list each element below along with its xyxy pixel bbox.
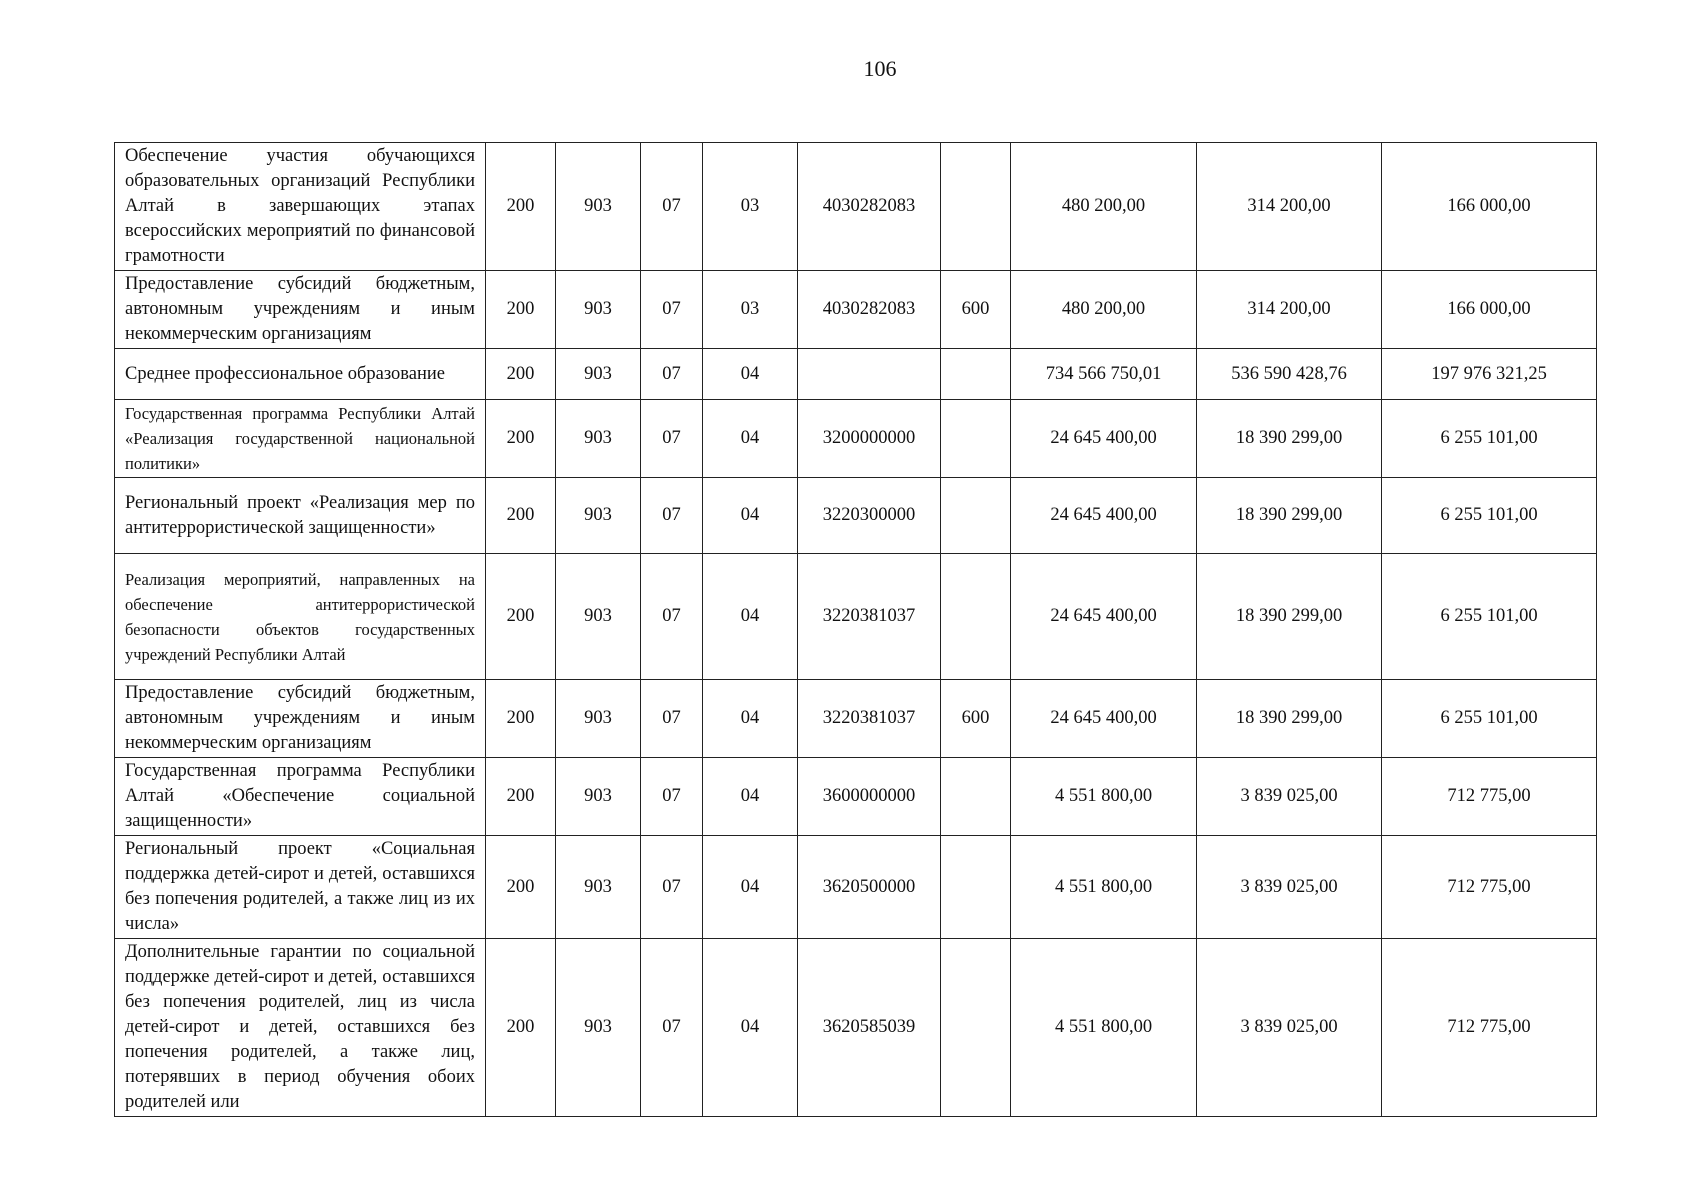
cell-amount-2: 6 255 101,00 [1382, 554, 1597, 680]
cell-target: 4030282083 [798, 271, 941, 349]
cell-amount-2: 166 000,00 [1382, 271, 1597, 349]
cell-code: 200 [486, 758, 556, 836]
cell-amount-total: 734 566 750,01 [1011, 349, 1197, 400]
cell-amount-1: 314 200,00 [1197, 271, 1382, 349]
cell-amount-2: 166 000,00 [1382, 143, 1597, 271]
cell-amount-1: 18 390 299,00 [1197, 680, 1382, 758]
cell-amount-total: 24 645 400,00 [1011, 400, 1197, 478]
cell-subsection: 03 [703, 143, 798, 271]
cell-target: 3600000000 [798, 758, 941, 836]
cell-amount-total: 4 551 800,00 [1011, 939, 1197, 1117]
cell-section: 07 [641, 271, 703, 349]
cell-amount-1: 18 390 299,00 [1197, 478, 1382, 554]
cell-expense-type: 600 [941, 680, 1011, 758]
cell-amount-2: 712 775,00 [1382, 939, 1597, 1117]
cell-amount-total: 4 551 800,00 [1011, 758, 1197, 836]
cell-amount-2: 6 255 101,00 [1382, 478, 1597, 554]
table-row [115, 478, 1597, 554]
cell-amount-total: 24 645 400,00 [1011, 478, 1197, 554]
cell-amount-total: 24 645 400,00 [1011, 680, 1197, 758]
cell-expense-type [941, 400, 1011, 478]
cell-subsection: 04 [703, 400, 798, 478]
cell-ministry: 903 [556, 478, 641, 554]
cell-section: 07 [641, 349, 703, 400]
cell-amount-2: 712 775,00 [1382, 836, 1597, 939]
cell-code: 200 [486, 680, 556, 758]
table-row [115, 836, 1597, 939]
cell-expense-type [941, 143, 1011, 271]
cell-amount-1: 3 839 025,00 [1197, 836, 1382, 939]
cell-section: 07 [641, 478, 703, 554]
cell-code: 200 [486, 836, 556, 939]
cell-section: 07 [641, 758, 703, 836]
cell-amount-1: 18 390 299,00 [1197, 400, 1382, 478]
cell-code: 200 [486, 478, 556, 554]
cell-target: 3620585039 [798, 939, 941, 1117]
table-row [115, 400, 1597, 478]
cell-section: 07 [641, 939, 703, 1117]
cell-section: 07 [641, 143, 703, 271]
cell-expense-type: 600 [941, 271, 1011, 349]
cell-subsection: 04 [703, 836, 798, 939]
cell-subsection: 04 [703, 758, 798, 836]
cell-target: 3200000000 [798, 400, 941, 478]
cell-ministry: 903 [556, 143, 641, 271]
cell-ministry: 903 [556, 349, 641, 400]
cell-expense-type [941, 554, 1011, 680]
page-number: 106 [863, 56, 897, 81]
cell-expense-type [941, 939, 1011, 1117]
cell-amount-2: 712 775,00 [1382, 758, 1597, 836]
row-name: Дополнительные гарантии по социальной поддержке детей-сирот и детей, оставшихся без попечения родителей, лиц из числа детей-сирот и детей, оставшихся без попечения родителей, а также лиц, потерявших в период обучения обоих родителей или [115, 939, 486, 1117]
cell-code: 200 [486, 939, 556, 1117]
cell-subsection: 04 [703, 554, 798, 680]
cell-amount-1: 314 200,00 [1197, 143, 1382, 271]
cell-target: 3220381037 [798, 680, 941, 758]
row-name: Региональный проект «Реализация мер по антитеррористической защищенности» [115, 478, 486, 554]
cell-subsection: 03 [703, 271, 798, 349]
cell-code: 200 [486, 554, 556, 680]
row-name: Государственная программа Республики Алтай «Реализация государственной национальной политики» [115, 400, 486, 478]
cell-target: 3620500000 [798, 836, 941, 939]
cell-amount-total: 24 645 400,00 [1011, 554, 1197, 680]
cell-target: 3220381037 [798, 554, 941, 680]
cell-code: 200 [486, 349, 556, 400]
cell-subsection: 04 [703, 680, 798, 758]
cell-amount-1: 18 390 299,00 [1197, 554, 1382, 680]
table-row [115, 143, 1597, 271]
row-name: Предоставление субсидий бюджетным, автономным учреждениям и иным некоммерческим организациям [115, 271, 486, 349]
cell-subsection: 04 [703, 939, 798, 1117]
table-row [115, 939, 1597, 1117]
cell-ministry: 903 [556, 939, 641, 1117]
cell-amount-total: 480 200,00 [1011, 271, 1197, 349]
cell-amount-1: 3 839 025,00 [1197, 758, 1382, 836]
table-row [115, 680, 1597, 758]
cell-ministry: 903 [556, 836, 641, 939]
cell-target: 3220300000 [798, 478, 941, 554]
cell-subsection: 04 [703, 478, 798, 554]
cell-expense-type [941, 478, 1011, 554]
cell-code: 200 [486, 400, 556, 478]
cell-expense-type [941, 758, 1011, 836]
cell-amount-total: 4 551 800,00 [1011, 836, 1197, 939]
budget-table [114, 142, 1597, 1117]
cell-section: 07 [641, 680, 703, 758]
row-name: Региональный проект «Социальная поддержка детей-сирот и детей, оставшихся без попечения родителей, а также лиц из их числа» [115, 836, 486, 939]
table-row [115, 271, 1597, 349]
cell-target: 4030282083 [798, 143, 941, 271]
cell-amount-total: 480 200,00 [1011, 143, 1197, 271]
table-row [115, 349, 1597, 400]
cell-subsection: 04 [703, 349, 798, 400]
cell-target [798, 349, 941, 400]
table-row [115, 758, 1597, 836]
cell-ministry: 903 [556, 271, 641, 349]
cell-ministry: 903 [556, 554, 641, 680]
row-name: Государственная программа Республики Алтай «Обеспечение социальной защищенности» [115, 758, 486, 836]
cell-ministry: 903 [556, 680, 641, 758]
table-row [115, 554, 1597, 680]
cell-section: 07 [641, 836, 703, 939]
cell-section: 07 [641, 400, 703, 478]
cell-amount-2: 197 976 321,25 [1382, 349, 1597, 400]
row-name: Реализация мероприятий, направленных на обеспечение антитеррористической безопасности объектов государственных учреждений Республики Алтай [115, 554, 486, 680]
cell-expense-type [941, 349, 1011, 400]
cell-code: 200 [486, 271, 556, 349]
cell-amount-2: 6 255 101,00 [1382, 400, 1597, 478]
cell-section: 07 [641, 554, 703, 680]
cell-amount-1: 536 590 428,76 [1197, 349, 1382, 400]
cell-amount-2: 6 255 101,00 [1382, 680, 1597, 758]
cell-ministry: 903 [556, 400, 641, 478]
cell-amount-1: 3 839 025,00 [1197, 939, 1382, 1117]
cell-code: 200 [486, 143, 556, 271]
row-name: Обеспечение участия обучающихся образовательных организаций Республики Алтай в завершающих этапах всероссийских мероприятий по финансовой грамотности [115, 143, 486, 271]
row-name: Среднее профессиональное образование [115, 349, 486, 400]
cell-ministry: 903 [556, 758, 641, 836]
cell-expense-type [941, 836, 1011, 939]
row-name: Предоставление субсидий бюджетным, автономным учреждениям и иным некоммерческим организациям [115, 680, 486, 758]
